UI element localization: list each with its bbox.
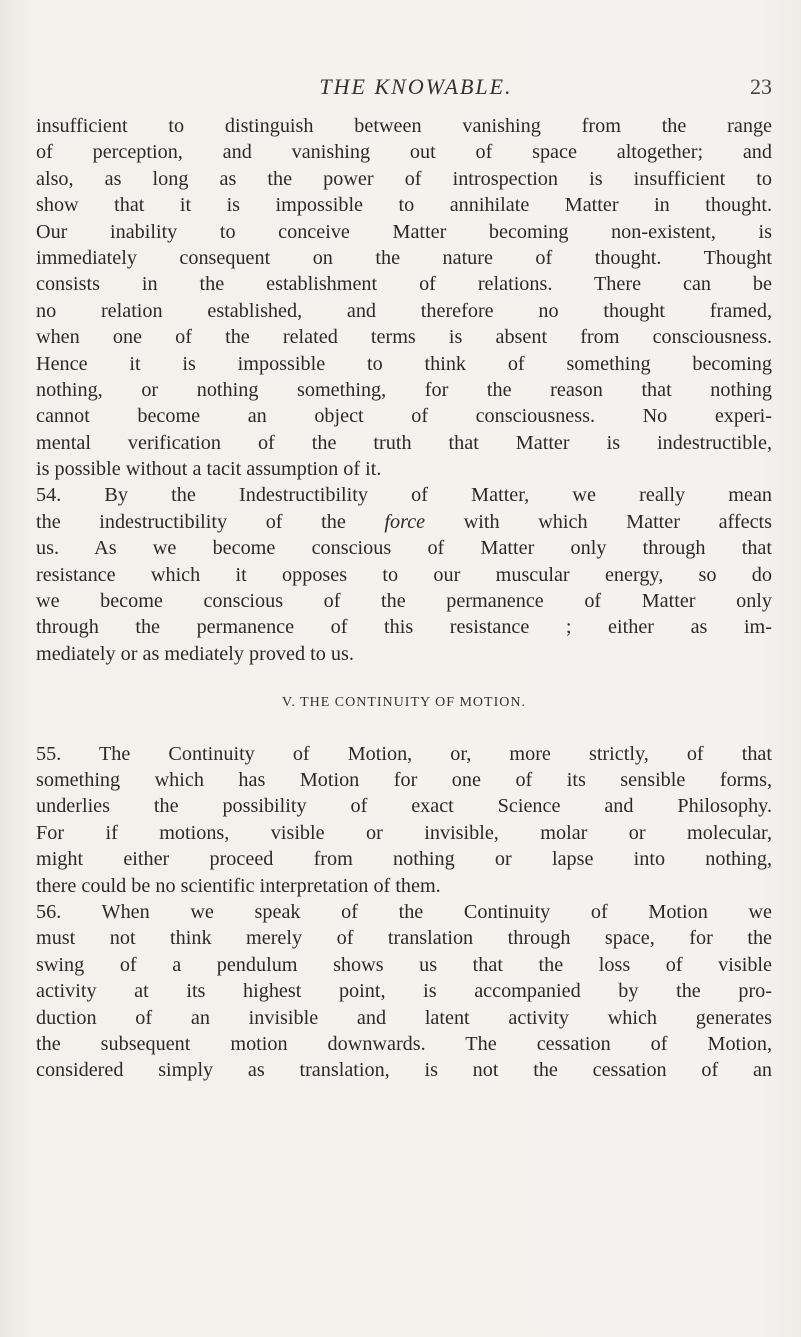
text-line: is possible without a tacit assumption of it. bbox=[36, 458, 382, 481]
text-line: nothing, or nothing something, for the reason that nothing bbox=[36, 378, 772, 401]
text-line: of perception, and vanishing out of space altogether; and bbox=[36, 141, 772, 164]
text-line: something which has Motion for one of its sensible forms, bbox=[36, 768, 772, 791]
emphasis-force: force bbox=[384, 510, 426, 533]
text-line: Our inability to conceive Matter becoming non-existent, is bbox=[36, 220, 772, 243]
text-fragment: the indestructibility of the bbox=[36, 510, 385, 533]
text-line: mediately or as mediately proved to us. bbox=[36, 642, 354, 665]
text-line: 54. By the Indestructibility of Matter, we really mean bbox=[36, 484, 772, 507]
page-header bbox=[60, 74, 772, 106]
text-line: resistance which it opposes to our muscular energy, so do bbox=[36, 563, 772, 586]
text-line: 55. The Continuity of Motion, or, more strictly, of that bbox=[36, 742, 772, 765]
text-line: there could be no scientific interpretation of them. bbox=[36, 874, 441, 897]
text-line: also, as long as the power of introspection is insufficient to bbox=[36, 167, 772, 190]
body-text bbox=[36, 113, 772, 1084]
page-number: 23 bbox=[750, 74, 772, 99]
text-line: no relation established, and therefore no thought framed, bbox=[36, 299, 772, 322]
text-line: underlies the possibility of exact Science and Philosophy. bbox=[36, 795, 772, 818]
text-line: through the permanence of this resistance ; either as im- bbox=[36, 616, 772, 639]
text-fragment: with which Matter affects bbox=[425, 510, 772, 533]
text-line: swing of a pendulum shows us that the loss of visible bbox=[36, 953, 772, 976]
text-line: must not think merely of translation through space, for the bbox=[36, 927, 772, 950]
text-line: For if motions, visible or invisible, molar or molecular, bbox=[36, 821, 772, 844]
text-line: the subsequent motion downwards. The cessation of Motion, bbox=[36, 1032, 772, 1055]
text-line: activity at its highest point, is accompanied by the pro- bbox=[36, 980, 772, 1003]
text-line: 56. When we speak of the Continuity of Motion we bbox=[36, 900, 772, 923]
text-line: insufficient to distinguish between vanishing from the range bbox=[36, 115, 772, 137]
text-line: immediately consequent on the nature of thought. Thought bbox=[36, 246, 772, 269]
section-heading: V. THE CONTINUITY OF MOTION. bbox=[282, 695, 526, 711]
text-line-with-emphasis bbox=[36, 509, 772, 535]
text-line: when one of the related terms is absent from consciousness. bbox=[36, 326, 772, 349]
text-line: us. As we become conscious of Matter only through that bbox=[36, 537, 772, 560]
text-line: show that it is impossible to annihilate Matter in thought. bbox=[36, 194, 772, 217]
text-line: we become conscious of the permanence of Matter only bbox=[36, 590, 772, 613]
text-line: might either proceed from nothing or lapse into nothing, bbox=[36, 848, 772, 871]
running-title: THE KNOWABLE. bbox=[319, 74, 513, 99]
text-line: considered simply as translation, is not the cessation of an bbox=[36, 1059, 772, 1082]
text-line: Hence it is impossible to think of something becoming bbox=[36, 352, 772, 375]
text-line: duction of an invisible and latent activity which generates bbox=[36, 1006, 772, 1029]
text-line: mental verification of the truth that Matter is indestructible, bbox=[36, 431, 772, 454]
text-line: consists in the establishment of relations. There can be bbox=[36, 273, 772, 296]
text-line: cannot become an object of consciousness. No experi- bbox=[36, 405, 772, 428]
